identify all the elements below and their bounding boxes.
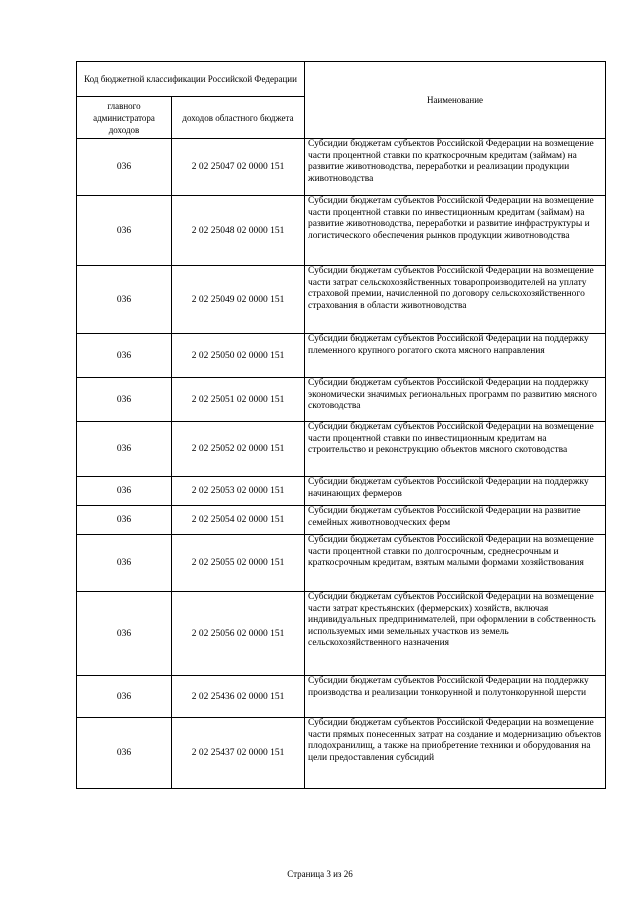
income-code-cell: 2 02 25049 02 0000 151 (172, 266, 305, 334)
name-cell: Субсидии бюджетам субъектов Российской Федерации на поддержку начинающих фермеров (305, 477, 606, 506)
name-cell: Субсидии бюджетам субъектов Российской Федерации на развитие семейных животноводческих ферм (305, 506, 606, 535)
table-row (77, 378, 606, 422)
page-number: Страница 3 из 26 (287, 869, 353, 879)
income-code-cell: 2 02 25053 02 0000 151 (172, 477, 305, 506)
admin-code-cell: 036 (77, 592, 172, 676)
income-column-header: доходов областного бюджета (172, 97, 305, 139)
income-code-cell: 2 02 25436 02 0000 151 (172, 676, 305, 718)
name-cell: Субсидии бюджетам субъектов Российской Федерации на возмещение части процентной ставки по инвестиционным кредитам на строительство и реконструкцию объектов мясного скотоводства (305, 422, 606, 477)
table-row (77, 334, 606, 378)
admin-code-cell: 036 (77, 378, 172, 422)
admin-code-cell: 036 (77, 506, 172, 535)
income-code-cell: 2 02 25054 02 0000 151 (172, 506, 305, 535)
group-header: Код бюджетной классификации Российской Федерации (77, 62, 305, 97)
admin-code-cell: 036 (77, 139, 172, 196)
admin-code-cell: 036 (77, 718, 172, 789)
income-code-cell: 2 02 25437 02 0000 151 (172, 718, 305, 789)
admin-code-cell: 036 (77, 196, 172, 266)
income-code-cell: 2 02 25052 02 0000 151 (172, 422, 305, 477)
name-cell: Субсидии бюджетам субъектов Российской Федерации на поддержку производства и реализации тонкорунной и полутонкорунной шерсти (305, 676, 606, 718)
admin-code-cell: 036 (77, 334, 172, 378)
admin-code-cell: 036 (77, 266, 172, 334)
name-cell: Субсидии бюджетам субъектов Российской Федерации на возмещение части процентной ставки по инвестиционным кредитам (займам) на развитие животноводства, переработки и развитие инфраструктуры и логистического обеспечения рынков продукции животноводства (305, 196, 606, 266)
name-cell: Субсидии бюджетам субъектов Российской Федерации на поддержку племенного крупного рогатого скота мясного направления (305, 334, 606, 378)
name-cell: Субсидии бюджетам субъектов Российской Федерации на возмещение части затрат сельскохозяйственных товаропроизводителей на уплату страховой премии, начисленной по договору сельскохозяйственного страхования в области животноводства (305, 266, 606, 334)
name-cell: Субсидии бюджетам субъектов Российской Федерации на возмещение части затрат крестьянских (фермерских) хозяйств, включая индивидуальных предпринимателей, при оформлении в собственность используемых ими земельных участков из земель сельскохозяйственного назначения (305, 592, 606, 676)
income-code-cell: 2 02 25055 02 0000 151 (172, 535, 305, 592)
table-row (77, 196, 606, 266)
table-row (77, 422, 606, 477)
budget-classification-table (76, 61, 606, 789)
name-cell: Субсидии бюджетам субъектов Российской Федерации на возмещение части процентной ставки по краткосрочным кредитам (займам) на развитие животноводства, переработки и реализации продукции животноводства (305, 139, 606, 196)
income-code-cell: 2 02 25048 02 0000 151 (172, 196, 305, 266)
name-cell: Субсидии бюджетам субъектов Российской Федерации на возмещение части прямых понесенных затрат на создание и модернизацию объектов плодохранилищ, а также на приобретение техники и оборудования на цели предоставления субсидий (305, 718, 606, 789)
admin-code-cell: 036 (77, 676, 172, 718)
admin-code-cell: 036 (77, 477, 172, 506)
table-row (77, 535, 606, 592)
table-row (77, 506, 606, 535)
table-row (77, 139, 606, 196)
table-row (77, 592, 606, 676)
admin-column-header: главного администратора доходов (77, 97, 172, 139)
name-column-header: Наименование (305, 62, 606, 139)
name-cell: Субсидии бюджетам субъектов Российской Федерации на возмещение части процентной ставки по долгосрочным, среднесрочным и краткосрочным кредитам, взятым малыми формами хозяйствования (305, 535, 606, 592)
income-code-cell: 2 02 25051 02 0000 151 (172, 378, 305, 422)
income-code-cell: 2 02 25047 02 0000 151 (172, 139, 305, 196)
table-row (77, 676, 606, 718)
table-row (77, 266, 606, 334)
admin-code-cell: 036 (77, 422, 172, 477)
admin-code-cell: 036 (77, 535, 172, 592)
table-row (77, 718, 606, 789)
table-row (77, 477, 606, 506)
table-header-row (77, 62, 606, 97)
income-code-cell: 2 02 25050 02 0000 151 (172, 334, 305, 378)
income-code-cell: 2 02 25056 02 0000 151 (172, 592, 305, 676)
name-cell: Субсидии бюджетам субъектов Российской Федерации на поддержку экономически значимых региональных программ по развитию мясного скотоводства (305, 378, 606, 422)
